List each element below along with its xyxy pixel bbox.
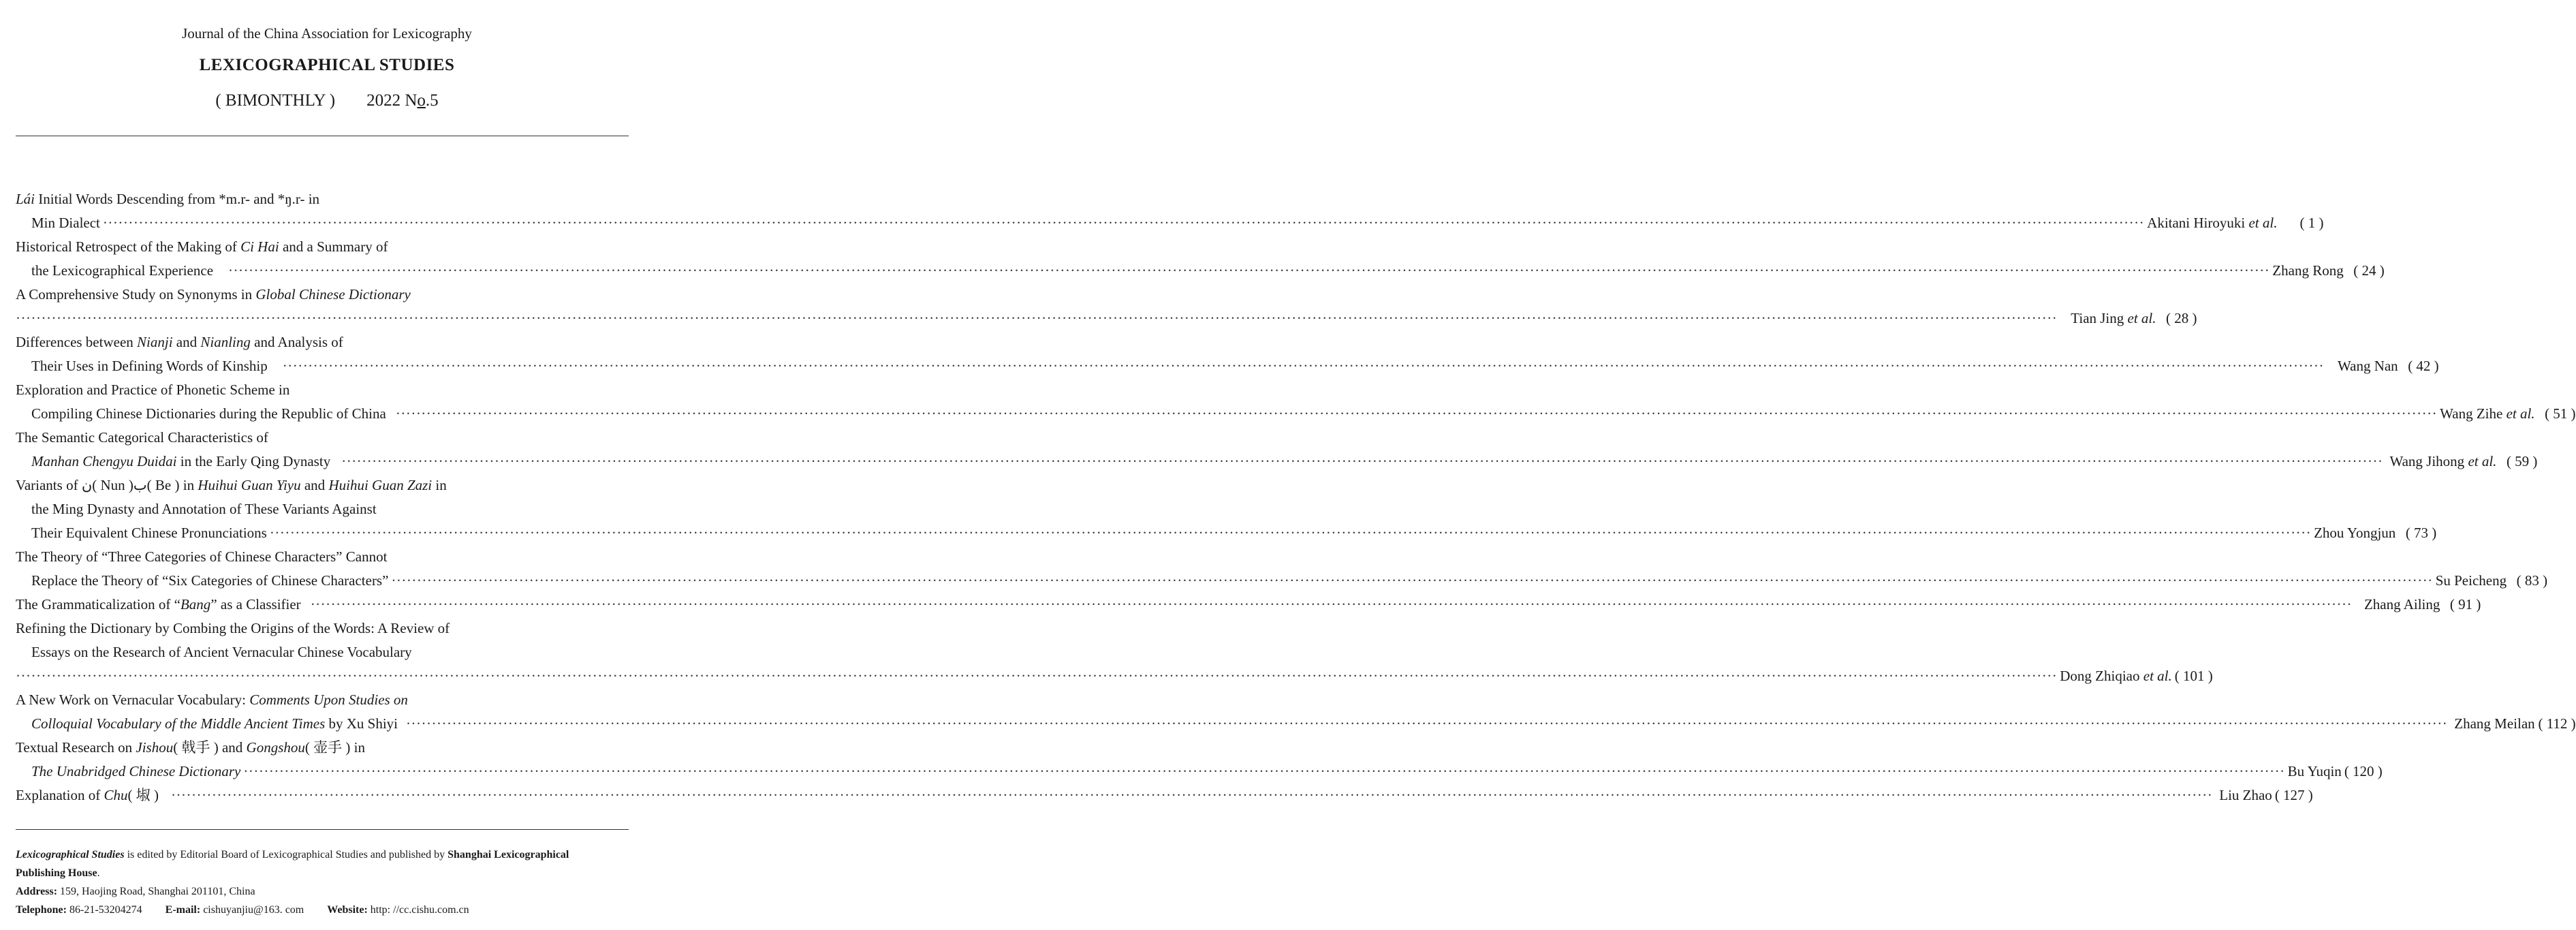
toc-entry-6-line-1 [16,426,631,450]
toc-entry-12-title-char-2: ( 壶手 ) in [304,739,365,756]
toc-entry-4-title: Differences between [16,334,138,350]
toc-entry-2-title-italic: Ci Hai [240,238,279,255]
toc-entry-6-title-end: in the Early Qing Dynasty [176,453,331,469]
colophon-line-2 [16,864,631,882]
toc-entry-13-author: Liu Zhao [2219,787,2272,803]
toc-entry-1-page: ( 1 ) [2299,215,2324,231]
toc-entry-8-line-1 [16,545,631,569]
address-label: Address: [16,886,58,897]
toc-entry-3-page: ( 28 ) [2166,310,2197,326]
leader-dots: ················································································································································································································································································································································································································ [269,525,2312,541]
toc-entry-10-line-2 [16,640,631,664]
toc-entry-12-page: ( 120 ) [2344,763,2383,779]
toc-entry-4-author: Wang Nan [2337,358,2398,374]
toc-entry-4-title-italic-1: Nianji [137,334,173,350]
toc-entry-3-line-2 [16,307,2197,330]
toc-entry-13-title-char: ( 埱 ) [127,787,159,803]
leader-dots: ················································································································································································································································································································································································································ [391,572,2433,589]
toc-entry-7-title-italic-2: Huihui Guan Zazi [328,477,433,493]
website-label: Website: [327,904,368,916]
toc-entry-5-author: Wang Zihe [2440,405,2503,422]
colophon [16,846,631,919]
toc-entry-2-title: Historical Retrospect of the Making of [16,238,241,255]
toc-entry-1-title: Initial Words Descending from *m.r- and *ŋ.r- in [35,191,320,207]
toc-entry-12-line-2 [16,760,2383,784]
toc-entry-1-title-cont: Min Dialect [31,215,100,231]
toc-entry-1-line-2 [16,211,2324,235]
frequency: ( BIMONTHLY ) [215,91,336,110]
toc-entry-10-page: ( 101 ) [2174,668,2213,684]
toc-entry-5-line-1 [16,378,631,402]
toc-entry-9-title-end: ” as a Classifier [210,596,301,613]
toc-entry-1-etal: et al. [2248,215,2278,231]
toc-entry-13-title-italic: Chu [104,787,128,803]
toc-entry-5-page: ( 51 ) [2545,405,2576,422]
toc-entry-12-title-italic-1: Jishou [136,739,174,756]
toc-entry-5-etal: et al. [2506,405,2535,422]
leader-dots: ················································································································································································································································································································································································································ [228,262,2270,279]
toc-entry-9-page: ( 91 ) [2449,596,2481,613]
issue-number: .5 [425,91,439,110]
toc-entry-3-etal: et al. [2127,310,2156,326]
toc-entry-12-line-1 [16,736,631,760]
toc-entry-12-author: Bu Yuqin [2287,763,2342,779]
toc-entry-6-title-italic: Manhan Chengyu Duidai [31,453,177,469]
toc-entry-7-line-3 [16,521,2437,545]
toc-entry-3-line-1 [16,283,631,307]
colophon-journal-name: Lexicographical Studies [16,849,125,861]
toc-entry-6-author: Wang Jihong [2389,453,2465,469]
toc-entry-11-title-cont-italic: Colloquial Vocabulary of the Middle Ancient Times [31,715,326,732]
leader-dots: ················································································································································································································································································································································································································ [16,310,2058,326]
address-value: 159, Haojing Road, Shanghai 201101, China [57,886,255,897]
toc-entry-8-title-cont: Replace the Theory of “Six Categories of Chinese Characters” [31,572,389,589]
telephone-label: Telephone: [16,904,67,916]
toc-entry-4-line-1 [16,330,631,354]
toc-entry-8-title: The Theory of “Three Categories of Chinese Characters” Cannot [16,548,388,565]
toc-entry-10-etal: et al. [2143,668,2172,684]
toc-entry-11-title-italic: Comments Upon Studies on [249,692,408,708]
toc-entry-11-page: ( 112 ) [2538,715,2576,732]
toc-entry-11-title: A New Work on Vernacular Vocabulary: [16,692,250,708]
toc-entry-2-title-cont: the Lexicographical Experience [31,262,214,279]
issue-no-prefix: N [405,91,418,110]
toc-entry-11-title-cont: by Xu Shiyi [325,715,398,732]
toc-entry-7-title-end: in [432,477,447,493]
toc-entry-9-title: The Grammaticalization of “ [16,596,180,613]
colophon-period: . [97,867,100,879]
toc-entry-2-line-2 [16,259,2385,283]
toc-entry-2-author: Zhang Rong [2272,262,2344,279]
issue-no-suffix: o [417,91,426,110]
leader-dots: ················································································································································································································································································································································································································ [310,596,2352,613]
toc-entry-3-author: Tian Jing [2071,310,2124,326]
toc-entry-11-line-1 [16,688,631,712]
toc-entry-7-title-cont-2: Their Equivalent Chinese Pronunciations [31,525,267,541]
toc-entry-13-title: Explanation of [16,787,104,803]
toc-entry-7-title: Variants of ن( Nun )ب( Be ) in [16,477,198,493]
leader-dots: ················································································································································································································································································································································································································ [341,453,2383,469]
leader-dots: ················································································································································································································································································································································································································ [395,405,2438,422]
toc-entry-8-author: Su Peicheng [2435,572,2507,589]
toc-entry-13-line-1 [16,784,2313,807]
toc-entry-3-title-italic: Global Chinese Dictionary [255,286,411,303]
toc-entry-5-title-cont: Compiling Chinese Dictionaries during the Republic of China [31,405,386,422]
toc-entry-7-title-and: and [300,477,329,493]
toc-entry-10-title: Refining the Dictionary by Combing the Origins of the Words: A Review of [16,620,450,636]
toc-entry-6-title: The Semantic Categorical Characteristics of [16,429,268,446]
leader-dots: ················································································································································································································································································································································································································ [243,763,2285,779]
toc-entry-4-line-2 [16,354,2439,378]
issue-line [0,91,654,110]
toc-entry-4-title-and: and [172,334,201,350]
toc-entry-8-page: ( 83 ) [2516,572,2548,589]
journal-subtitle: Journal of the China Association for Lexicography [182,25,472,42]
toc-entry-2-page: ( 24 ) [2353,262,2385,279]
leader-dots: ················································································································································································································································································································································································································ [102,215,2145,231]
toc-entry-9-author: Zhang Ailing [2363,596,2440,613]
leader-dots: ················································································································································································································································································································································································································ [282,358,2324,374]
toc-entry-7-title-cont: the Ming Dynasty and Annotation of These Variants Against [31,501,377,517]
toc-entry-6-line-2 [16,450,2538,474]
toc-entry-1-title-italic: Lái [16,191,35,207]
colophon-contact [16,901,631,919]
toc-entry-8-line-2 [16,569,2548,593]
toc-entry-7-line-1 [16,474,631,497]
toc-entry-11-author: Zhang Meilan [2454,715,2535,732]
toc-entry-1-line-1 [16,187,631,211]
toc-entry-7-line-2 [16,497,631,521]
issue-year: 2022 [366,91,401,110]
toc-entry-12-title: Textual Research on [16,739,136,756]
toc-entry-4-title-end: and Analysis of [250,334,343,350]
colophon-edited-by: is edited by Editorial Board of Lexicographical Studies and published by [124,849,448,861]
journal-title: LEXICOGRAPHICAL STUDIES [199,56,455,74]
toc-entry-10-title-cont: Essays on the Research of Ancient Vernacular Chinese Vocabulary [31,644,412,660]
toc-entry-4-title-cont: Their Uses in Defining Words of Kinship [31,358,268,374]
website-value: http: //cc.cishu.com.cn [367,904,469,916]
email-value: cishuyanjiu@163. com [200,904,304,916]
toc-entry-11-line-2 [16,712,2576,736]
toc-entry-2-line-1 [16,235,631,259]
toc-entry-13-page: ( 127 ) [2274,787,2313,803]
toc-entry-3-title: A Comprehensive Study on Synonyms in [16,286,256,303]
toc-entry-5-line-2 [16,402,2576,426]
toc-entry-4-page: ( 42 ) [2408,358,2439,374]
toc-entry-6-page: ( 59 ) [2506,453,2538,469]
toc-entry-9-title-italic: Bang [180,596,211,613]
colophon-publisher-1: Shanghai Lexicographical [447,849,569,861]
email-label: E-mail: [165,904,201,916]
telephone-value: 86-21-53204274 [66,904,142,916]
leader-dots: ················································································································································································································································································································································································································ [16,668,2058,684]
toc-entry-10-line-1 [16,617,631,640]
colophon-line-1 [16,846,631,864]
bottom-divider [16,829,629,830]
colophon-publisher-2: Publishing House [16,867,97,879]
toc-entry-10-line-3 [16,664,2213,688]
leader-dots: ················································································································································································································································································································································································································ [170,787,2213,803]
leader-dots: ················································································································································································································································································································································································································ [406,715,2448,732]
toc-entry-12-title-char-1: ( 戟手 ) and [173,739,247,756]
toc-entry-12-title-italic-2: Gongshou [246,739,305,756]
toc-entry-10-author: Dong Zhiqiao [2060,668,2140,684]
toc-entry-9-line-1 [16,593,2481,617]
toc-entry-2-title-end: and a Summary of [279,238,388,255]
toc-entry-1-author: Akitani Hiroyuki [2147,215,2246,231]
toc-entry-7-author: Zhou Yongjun [2314,525,2396,541]
toc-entry-12-title-cont: The Unabridged Chinese Dictionary [31,763,241,779]
toc-entry-5-title: Exploration and Practice of Phonetic Scheme in [16,382,290,398]
toc-entry-6-etal: et al. [2468,453,2497,469]
toc-entry-4-title-italic-2: Nianling [200,334,251,350]
toc-entry-7-page: ( 73 ) [2405,525,2437,541]
toc-entry-7-title-italic-1: Huihui Guan Yiyu [198,477,301,493]
colophon-address [16,882,631,901]
